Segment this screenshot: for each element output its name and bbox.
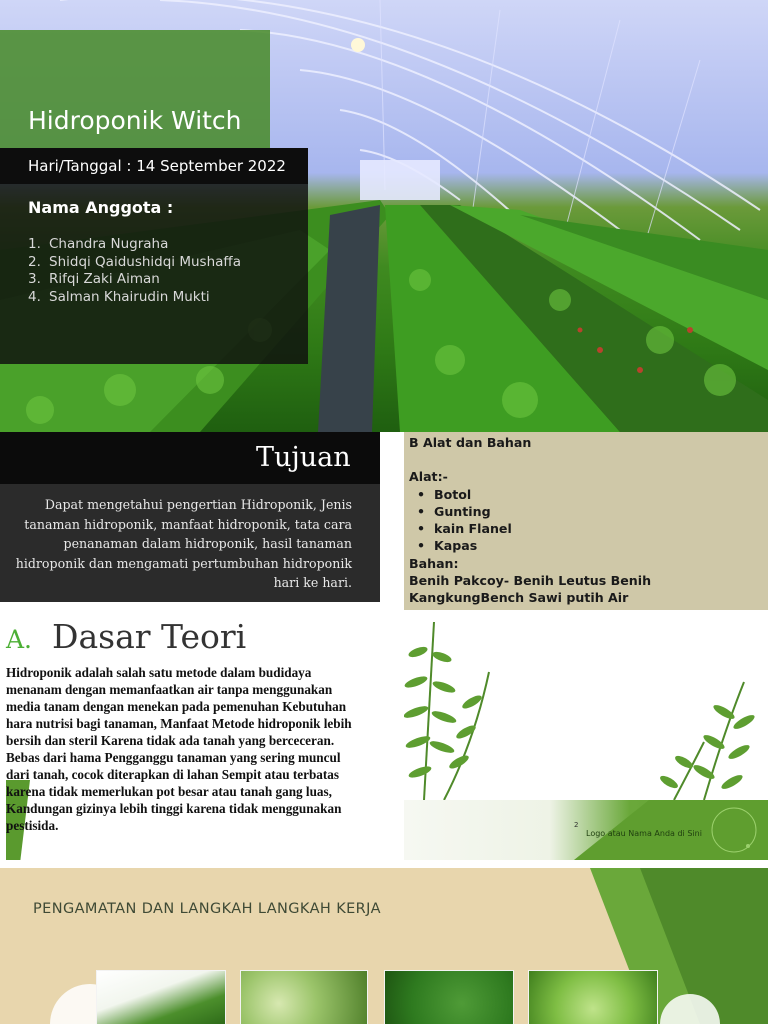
tujuan-text: Dapat mengetahui pengertian Hidroponik, Jenis tanaman hidroponik, manfaat hidroponik, tata cara penanaman dalam hidroponik, hasil tanaman hidroponik dan mengamati pertumbuhan hidroponik hari ke hari. [15,497,352,590]
sawi-putih-photo [240,970,368,1024]
alat-label: Alat:- [409,469,448,485]
kangkung-photo [96,970,226,1024]
member-number: 3. [28,271,41,287]
member-item [28,236,241,254]
dasar-teori-title: Dasar Teori [52,617,247,656]
lettuce-photo [528,970,658,1024]
alat-item: • kain Flanel [417,521,512,537]
member-item [28,254,241,272]
section-letter: A. [6,625,33,654]
member-item [28,271,241,289]
member-name: Rifqi Zaki Aiman [49,271,160,287]
alat-item: • Botol [417,486,472,502]
bahan-text: Benih Pakcoy- Benih Leutus Benih KangkungBench Sawi putih Air [409,573,652,606]
dasar-teori-heading [6,617,246,656]
bullet-icon: • [417,486,426,502]
observation-slide [0,868,768,1024]
bullet-icon: • [417,538,426,554]
bahan-label: Bahan: [409,555,459,571]
member-number: 4. [28,288,41,305]
alat-item: • Gunting [417,503,491,519]
dasar-teori-text: Hidroponik adalah salah satu metode dalam budidaya menanam dengan memanfaatkan air tanpa menggunakan media tanam dengan menekan pada pemenuhan Kebutuhan hara nutrisi bagi tanaman, Manfaat Metode hidroponik lebih bersih dan steril Karena tidak ada tanah yang berceceran. Bebas dari hama Pengganggu tanaman yang sering muncul dari tanah, cocok diterapkan di lahan Sempit atau terbatas karena tidak memerlukan pot besar atau tanah gang luas, Kandungan gizinya lebih tinggi karena tidak menggunakan pestisida. [6,665,352,833]
alat-bahan-title: B Alat dan Bahan [409,435,532,450]
bullet-icon: • [417,521,426,537]
members-heading: Nama Anggota : [28,198,174,217]
tujuan-title: Tujuan [256,442,351,473]
member-name: Shidqi Qaidushidqi Mushaffa [49,253,241,270]
member-number: 1. [28,236,41,252]
alat-item: • Kapas [417,538,478,554]
members-list [28,236,241,306]
member-number: 2. [28,253,41,270]
logo-placeholder-text: Logo atau Nama Anda di Sini [586,829,702,838]
date-label: Hari/Tanggal : 14 September 2022 [28,157,286,175]
page-number: 2 [574,821,579,829]
observation-title: PENGAMATAN DAN LANGKAH LANGKAH KERJA [33,901,381,917]
member-name: Salman Khairudin Mukti [49,288,210,305]
alat-bahan-content [409,434,765,607]
pakcoy-photo [384,970,514,1024]
member-item [28,289,241,307]
bullet-icon: • [417,503,426,519]
member-name: Chandra Nugraha [49,236,169,252]
presentation-title: Hidroponik Witch [28,106,242,135]
